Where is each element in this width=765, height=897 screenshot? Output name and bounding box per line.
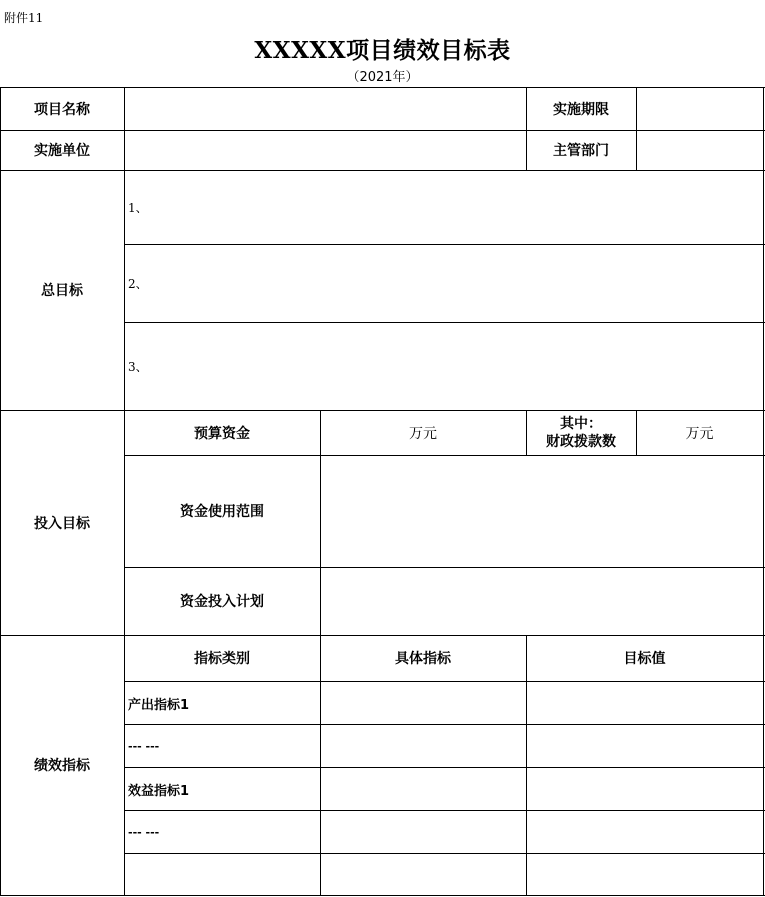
fund-scope-label: 资金使用范围 [180,504,264,520]
dept-value [637,131,763,170]
period-label: 实施期限 [553,101,609,118]
indicator-target [527,811,763,853]
indicator-category: 产出指标1 [128,697,190,713]
indicator-category: --- --- [128,739,160,753]
fund-plan-label: 资金投入计划 [180,594,264,610]
attachment-label: 附件11 [4,11,44,25]
fiscal-label-line2: 财政拨款数 [546,433,616,450]
project-name-value [125,88,526,130]
indicator-target [527,854,763,895]
year-label: （2021年） [346,70,419,85]
dept-label: 主管部门 [553,143,609,159]
overall-goal-label: 总目标 [41,283,83,299]
header-indicator: 具体指标 [395,651,451,667]
indicator-detail [321,811,526,853]
header-target: 目标值 [623,651,666,667]
project-name-label: 项目名称 [34,101,90,118]
fiscal-label-line1: 其中： [560,415,602,432]
budget-unit: 万元 [409,425,437,442]
fund-scope-value [321,456,763,567]
overall-goal-item: 3、 [128,360,148,374]
fiscal-unit: 万元 [685,425,714,442]
page-title: XXXXX项目绩效目标表 [254,37,511,64]
indicator-detail [321,725,526,767]
indicator-target [527,682,763,724]
header-category: 指标类别 [194,651,250,667]
input-goal-label: 投入目标 [34,515,90,532]
fiscal-allocation-label [526,410,636,455]
budget-label: 预算资金 [194,425,250,442]
indicator-category: --- --- [128,825,160,839]
indicator-detail [321,768,526,810]
overall-goal-item: 2、 [128,277,148,291]
performance-label: 绩效指标 [34,758,90,774]
overall-goal-item: 1、 [128,201,148,215]
indicator-target [527,725,763,767]
indicator-detail [321,682,526,724]
indicator-category [125,854,320,895]
fund-plan-value [321,568,763,635]
unit-label: 实施单位 [34,143,90,159]
indicator-detail [321,854,526,895]
indicator-target [527,768,763,810]
unit-value [125,131,526,170]
indicator-category: 效益指标1 [128,783,190,799]
period-value [637,88,763,130]
